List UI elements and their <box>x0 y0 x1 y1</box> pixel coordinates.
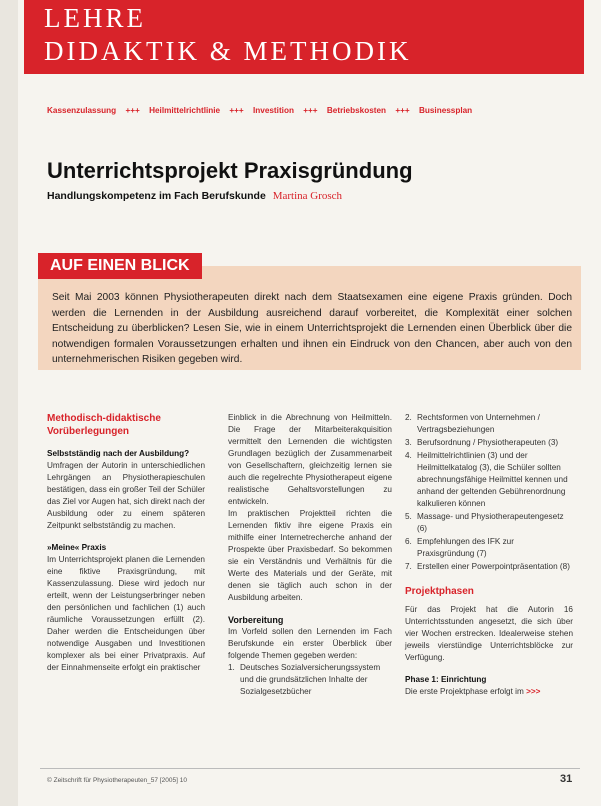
summary-text: Seit Mai 2003 können Physiotherapeuten direkt nach dem Staatsexamen eine eigene Praxis gründen. Doch werden die Lernenden in der Ausbildung ausreichend darauf vorbereitet, die Komplexität einer solchen Entscheidung zu überblicken? Lesen Sie, wie in einem Unterrichtsprojekt die Lernenden einen Überblick über die notwendigen formalen Voraussetzungen erhalten und ihnen ein Eindruck von den Chancen, aber auch von den unternehmerischen Risiken gegeben wird. <box>52 292 572 366</box>
subheading: Phase 1: Einrichtung <box>405 675 487 684</box>
list-number: 6. <box>405 537 412 546</box>
article-title: Unterrichtsprojekt Praxisgründung <box>47 158 413 183</box>
list-text: Deutsches Sozialversicherungssystem und die grundsätzlichen Inhalte der Sozialgesetzbücher <box>240 663 381 696</box>
paragraph: Einblick in die Abrechnung von Heilmitteln. Die Frage der Mitarbeiterakquisition vermittelt den Lernenden die wichtigsten Grundlagen bezüglich der Zusammenarbeit von Gesellschaftern, gleichzeitig lernen sie auch die regelrechte Physiotherapeut eigene realistische Gehaltsvorstellungen zu entwickeln. <box>228 413 392 506</box>
footer-divider <box>40 768 580 769</box>
header-line-2: DIDAKTIK & METHODIK <box>44 36 412 66</box>
topic-separator: +++ <box>303 106 318 115</box>
list-item <box>405 437 573 449</box>
column-2 <box>228 412 392 699</box>
list-text: Empfehlungen des IFK zur Praxisgründung (7) <box>417 537 514 558</box>
list-text: Massage- und Physiotherapeutengesetz (6) <box>417 512 564 533</box>
column-1 <box>47 412 205 674</box>
list-text: Berufsordnung / Physiotherapeuten (3) <box>417 438 559 447</box>
subheading: »Meine« Praxis <box>47 543 107 552</box>
list-item <box>405 450 573 510</box>
column-3 <box>405 412 573 698</box>
topic-item: Businessplan <box>418 106 473 115</box>
list-number: 5. <box>405 512 412 521</box>
list-text: Rechtsformen von Unternehmen / Vertragsbeziehungen <box>417 413 540 434</box>
paragraph: Im Unterrichtsprojekt planen die Lernenden eine fiktive Praxisgründung, mit Kassenzulassung. Diese wird jedoch nur erteilt, wenn der Leistungserbringer neben den persönlichen und fachlichen (1) auch räumliche Voraussetzungen erfüllt (2). Daher werden die Entscheidungen über notwendige Ausgaben und Investitionen komplexer als bei einer Privatpraxis. Auf der Einnahmenseite erfolgt ein praktischer <box>47 555 205 672</box>
summary-tab: AUF EINEN BLICK <box>38 253 202 279</box>
topic-item: Kassenzulassung <box>47 106 117 115</box>
list-item <box>405 412 573 436</box>
topic-separator: +++ <box>125 106 140 115</box>
topic-list <box>228 662 392 698</box>
list-number: 4. <box>405 451 412 460</box>
topic-list <box>405 412 573 573</box>
header-line-1: LEHRE <box>44 3 146 33</box>
list-number: 1. <box>228 663 235 672</box>
topic-item: Betriebskosten <box>326 106 387 115</box>
paragraph: Im Vorfeld sollen den Lernenden im Fach Berufskunde ein erster Überblick über folgende Themen gegeben werden: <box>228 627 392 660</box>
list-item <box>405 561 573 573</box>
topic-strip <box>47 106 587 115</box>
list-item <box>228 662 392 698</box>
topic-separator: +++ <box>395 106 410 115</box>
paragraph-continues <box>405 686 573 698</box>
list-item <box>405 536 573 560</box>
footer-source: © Zeitschrift für Physiotherapeuten_57 [2005] 10 <box>47 777 187 784</box>
subtitle-text: Handlungskompetenz im Fach Berufskunde <box>47 190 266 202</box>
list-item <box>405 511 573 535</box>
section-heading: Projektphasen <box>405 586 474 597</box>
list-number: 3. <box>405 438 412 447</box>
subheading: Selbstständig nach der Ausbildung? <box>47 449 190 458</box>
page-number: 31 <box>560 773 573 785</box>
paragraph: Die erste Projektphase erfolgt im <box>405 687 524 696</box>
topic-item: Investition <box>253 106 294 115</box>
paragraph: Im praktischen Projektteil richten die Lernenden fiktiv ihre eigene Praxis ein mithilfe einer Internetrecherche anhand der Prospekte über Praxisbedarf. So bekommen sie ein Verständnis und Verhältnis für die Werte des Materials und der Geräte, mit denen sie täglich auch schon in der Ausbildung arbeiten. <box>228 509 392 602</box>
section-header <box>24 0 584 74</box>
paragraph: Für das Projekt hat die Autorin 16 Unterrichtsstunden angesetzt, die sich über vier Wochen erstrecken. Idealerweise stehen jeweils vierstündige Unterrichtsblöcke zur Verfügung. <box>405 605 573 662</box>
topic-item: Heilmittelrichtlinie <box>149 106 221 115</box>
article-subtitle <box>47 190 342 202</box>
paragraph: Umfragen der Autorin in unterschiedlichen Lehrgängen an Physiotherapieschulen bestätigen, dass ein großer Teil der Schüler das Ziel vor Augen hat, sich direkt nach der Ausbildung oder zu einem späteren Zeitpunkt selbstständig zu machen. <box>47 461 205 530</box>
continue-arrow: >>> <box>526 687 541 696</box>
section-heading: Methodisch-didaktische Vorüberlegungen <box>47 413 161 437</box>
list-number: 7. <box>405 562 412 571</box>
topic-separator: +++ <box>229 106 244 115</box>
list-number: 2. <box>405 413 412 422</box>
author-name: Martina Grosch <box>272 190 343 202</box>
section-heading: Vorbereitung <box>228 615 284 625</box>
list-text: Erstellen einer Powerpointpräsentation (8) <box>417 562 570 571</box>
page-edge <box>0 0 18 806</box>
list-text: Heilmittelrichtlinien (3) und der Heilmittelkatalog (3), die Schüler sollten abrechnungsfähige Heilmittel kennen und anhand der geltenden Gebührenordnung kalkulieren können <box>417 451 568 508</box>
